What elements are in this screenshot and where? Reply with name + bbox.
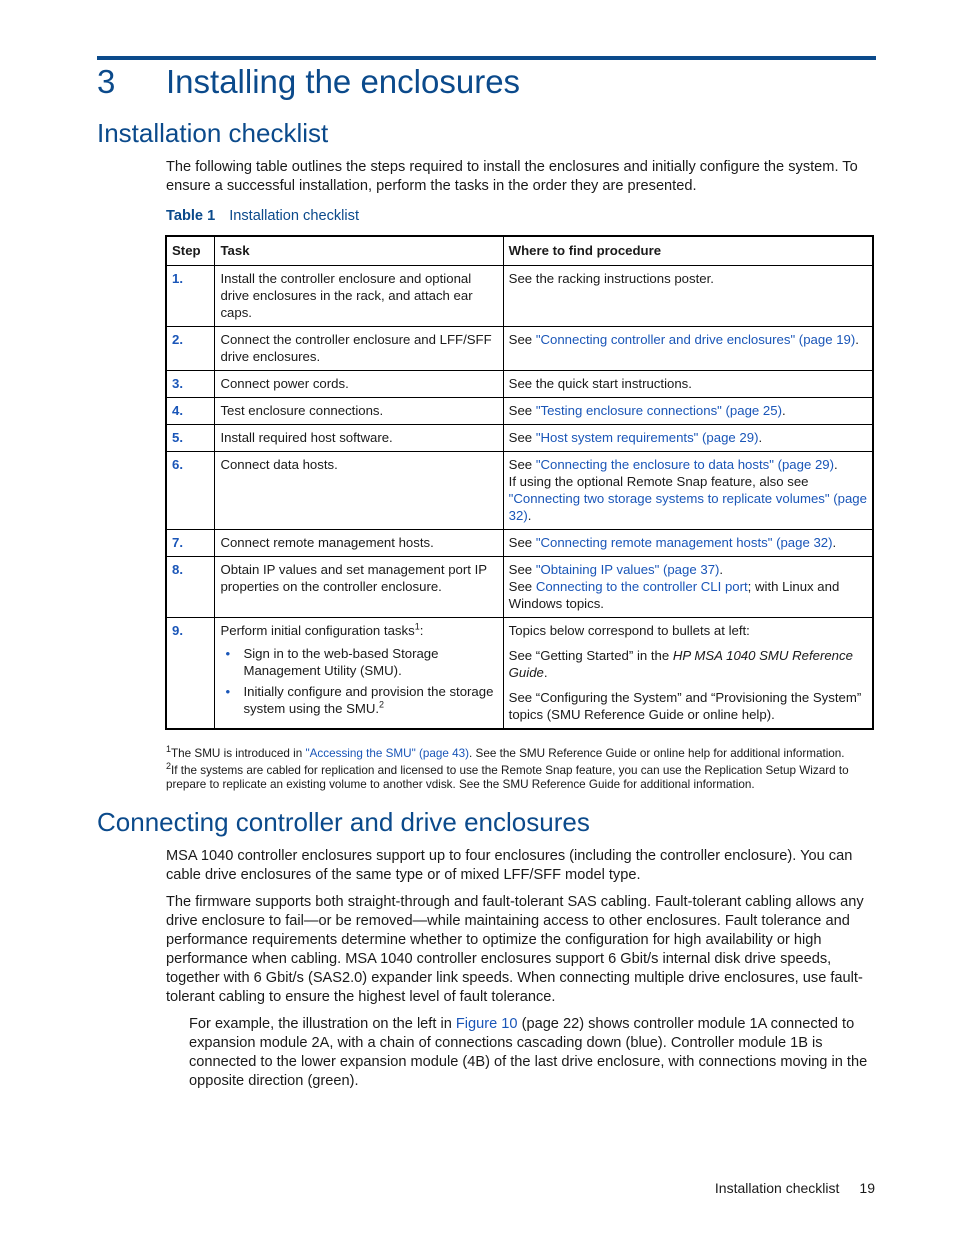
table-caption: [166, 207, 359, 226]
where-sub-1: [509, 647, 867, 681]
footnote-1: [166, 744, 878, 761]
footnote-prefix: The SMU is introduced in: [171, 747, 306, 760]
table-row: [166, 557, 873, 618]
footnote-suffix: . See the SMU Reference Guide or online help for additional information.: [469, 747, 845, 760]
where-intro: Topics below correspond to bullets at left:: [508, 623, 750, 638]
paragraph-3-suffix: (page 22) shows controller module 1A connected to expansion module 2A, with a chain of connections cascading down (blue). Controller module 1B is connected to the lower expansion module (4B) of the last drive enclosure, with connections moving in the opposite direction (green).: [189, 1016, 868, 1089]
bullet-icon: •: [225, 646, 231, 661]
step-number: 2.: [166, 327, 215, 371]
where-suffix: .: [719, 562, 724, 577]
paragraph-3: [189, 1015, 879, 1091]
footnote-text: If the systems are cabled for replication and licensed to use the Remote Snap feature, you can use the Replication Setup Wizard to prepare to replicate an existing volume to another vdisk. See the SMU Reference Guide for additional information.: [166, 764, 849, 791]
list-item: [225, 645, 497, 679]
where-sub-2: See “Configuring the System” and “Provisioning the System” topics (SMU Reference Guide or online help).: [508, 690, 862, 722]
task-cell: Obtain IP values and set management port IP properties on the controller enclosure.: [215, 557, 503, 618]
where-cell: [503, 425, 873, 452]
step-number: 7.: [166, 530, 215, 557]
procedure-link[interactable]: "Obtaining IP values" (page 37): [535, 562, 720, 577]
procedure-link[interactable]: "Connecting controller and drive enclosures" (page 19): [535, 332, 856, 347]
step-number: 4.: [166, 398, 215, 425]
where-cell: [503, 327, 873, 371]
procedure-link[interactable]: "Connecting the enclosure to data hosts" (page 29): [535, 457, 835, 472]
installation-checklist-table: [165, 235, 874, 730]
chapter-rule: [97, 56, 876, 60]
reference-guide-title: HP MSA 1040 SMU Reference Guide: [508, 648, 853, 680]
where-prefix: See: [508, 562, 536, 577]
footnote-link[interactable]: "Accessing the SMU" (page 43): [305, 747, 470, 760]
header-where: Where to find procedure: [503, 236, 873, 266]
table-row: [166, 452, 873, 530]
where-suffix: .: [758, 430, 763, 445]
where-cell: See the quick start instructions.: [503, 371, 873, 398]
where-cell: [503, 618, 873, 730]
where-cell: See the racking instructions poster.: [503, 266, 873, 327]
procedure-link[interactable]: "Host system requirements" (page 29): [535, 430, 759, 445]
chapter-title-text: Installing the enclosures: [166, 63, 521, 100]
table-row: [166, 425, 873, 452]
task-cell: Connect the controller enclosure and LFF/SFF drive enclosures.: [215, 327, 503, 371]
where-suffix-2: .: [527, 508, 532, 523]
task-cell: Connect power cords.: [215, 371, 503, 398]
where-cell: [503, 398, 873, 425]
procedure-link[interactable]: "Connecting remote management hosts" (page 32): [535, 535, 833, 550]
step-number: 6.: [166, 452, 215, 530]
chapter-title: [97, 62, 520, 102]
table-row: [166, 530, 873, 557]
table-row: [166, 327, 873, 371]
table-row: [166, 618, 873, 730]
procedure-link-2[interactable]: Connecting to the controller CLI port: [535, 579, 748, 594]
table-row: [166, 371, 873, 398]
where-suffix: .: [781, 403, 786, 418]
task-colon: :: [419, 623, 424, 638]
where-prefix: See: [508, 457, 536, 472]
footnote-ref-2[interactable]: 2: [379, 699, 385, 710]
step-number: 9.: [166, 618, 215, 730]
table-caption-label: Table 1: [166, 208, 216, 224]
where-prefix: See: [508, 332, 536, 347]
table-row: [166, 398, 873, 425]
task-cell: [215, 618, 503, 730]
task-bullet-list: [220, 645, 497, 717]
task-cell: Test enclosure connections.: [215, 398, 503, 425]
section-heading-connecting-enclosures: Connecting controller and drive enclosures: [97, 807, 590, 837]
table-header-row: [166, 236, 873, 266]
bullet-icon: •: [225, 684, 231, 699]
step-number: 1.: [166, 266, 215, 327]
footnote-2: [166, 761, 878, 792]
task-cell: Connect data hosts.: [215, 452, 503, 530]
step-number: 5.: [166, 425, 215, 452]
where-cell: [503, 557, 873, 618]
footnote-number: 1: [166, 744, 172, 755]
list-item: [225, 683, 497, 717]
intro-paragraph: The following table outlines the steps required to install the enclosures and initially configure the system. To ensure a successful installation, perform the tasks in the order they are presented.: [166, 159, 858, 194]
where-suffix: .: [855, 332, 859, 347]
bullet-text: Sign in to the web-based Storage Management Utility (SMU).: [243, 646, 439, 678]
paragraph-3-prefix: For example, the illustration on the left in: [189, 1016, 456, 1032]
where-sub-1-prefix: See “Getting Started” in the: [508, 648, 673, 663]
where-text-2: If using the optional Remote Snap feature, also see: [508, 474, 809, 489]
footnote-ref-1[interactable]: 1: [414, 621, 420, 632]
where-suffix: .: [832, 535, 837, 550]
where-suffix: .: [834, 457, 838, 472]
task-cell: Install the controller enclosure and optional drive enclosures in the rack, and attach ear caps.: [215, 266, 503, 327]
header-step: Step: [166, 236, 215, 266]
procedure-link-2[interactable]: "Connecting two storage systems to replicate volumes" (page 32): [508, 491, 867, 523]
step-number: 8.: [166, 557, 215, 618]
footer-section: Installation checklist: [714, 1180, 840, 1196]
chapter-number: 3: [97, 63, 116, 100]
procedure-link[interactable]: "Testing enclosure connections" (page 25): [535, 403, 782, 418]
section-heading-installation-checklist: Installation checklist: [97, 118, 329, 148]
where-cell: [503, 530, 873, 557]
task-cell: Connect remote management hosts.: [215, 530, 503, 557]
bullet-text: Initially configure and provision the storage system using the SMU.: [243, 684, 494, 716]
footnote-number: 2: [166, 761, 172, 772]
where-prefix: See: [508, 430, 536, 445]
task-text: Perform initial configuration tasks: [220, 623, 415, 638]
table-caption-title: Installation checklist: [229, 208, 360, 224]
where-prefix: See: [508, 403, 536, 418]
page-footer: [715, 1180, 875, 1196]
where-sub-1-suffix: .: [543, 665, 548, 680]
where-cell: [503, 452, 873, 530]
page-number: 19: [859, 1180, 875, 1196]
header-task: Task: [215, 236, 503, 266]
task-cell: Install required host software.: [215, 425, 503, 452]
figure-link[interactable]: Figure 10: [455, 1016, 518, 1032]
where-prefix: See: [508, 535, 536, 550]
step-number: 3.: [166, 371, 215, 398]
table-row: [166, 266, 873, 327]
where-text-2: See: [508, 579, 536, 594]
paragraph-1: MSA 1040 controller enclosures support up to four enclosures (including the controller enclosure). You can cable drive enclosures of the same type or of mixed LFF/SFF model type.: [166, 848, 853, 883]
paragraph-2: The firmware supports both straight-through and fault-tolerant SAS cabling. Fault-tolerant cabling allows any drive enclosure to fail—or be removed—while maintaining access to other enclosures. Fault tolerance and performance requirements determine whether to optimize the configuration for high availability or high performance when cabling. MSA 1040 controller enclosures support 6 Gbit/s internal disk drive speeds, together with 6 Gbit/s (SAS2.0) expander link speeds. When connecting multiple drive enclosures, use fault-tolerant cabling to ensure the highest level of fault tolerance.: [166, 894, 864, 1005]
where-suffix-2: ; with Linux and Windows topics.: [508, 579, 840, 611]
